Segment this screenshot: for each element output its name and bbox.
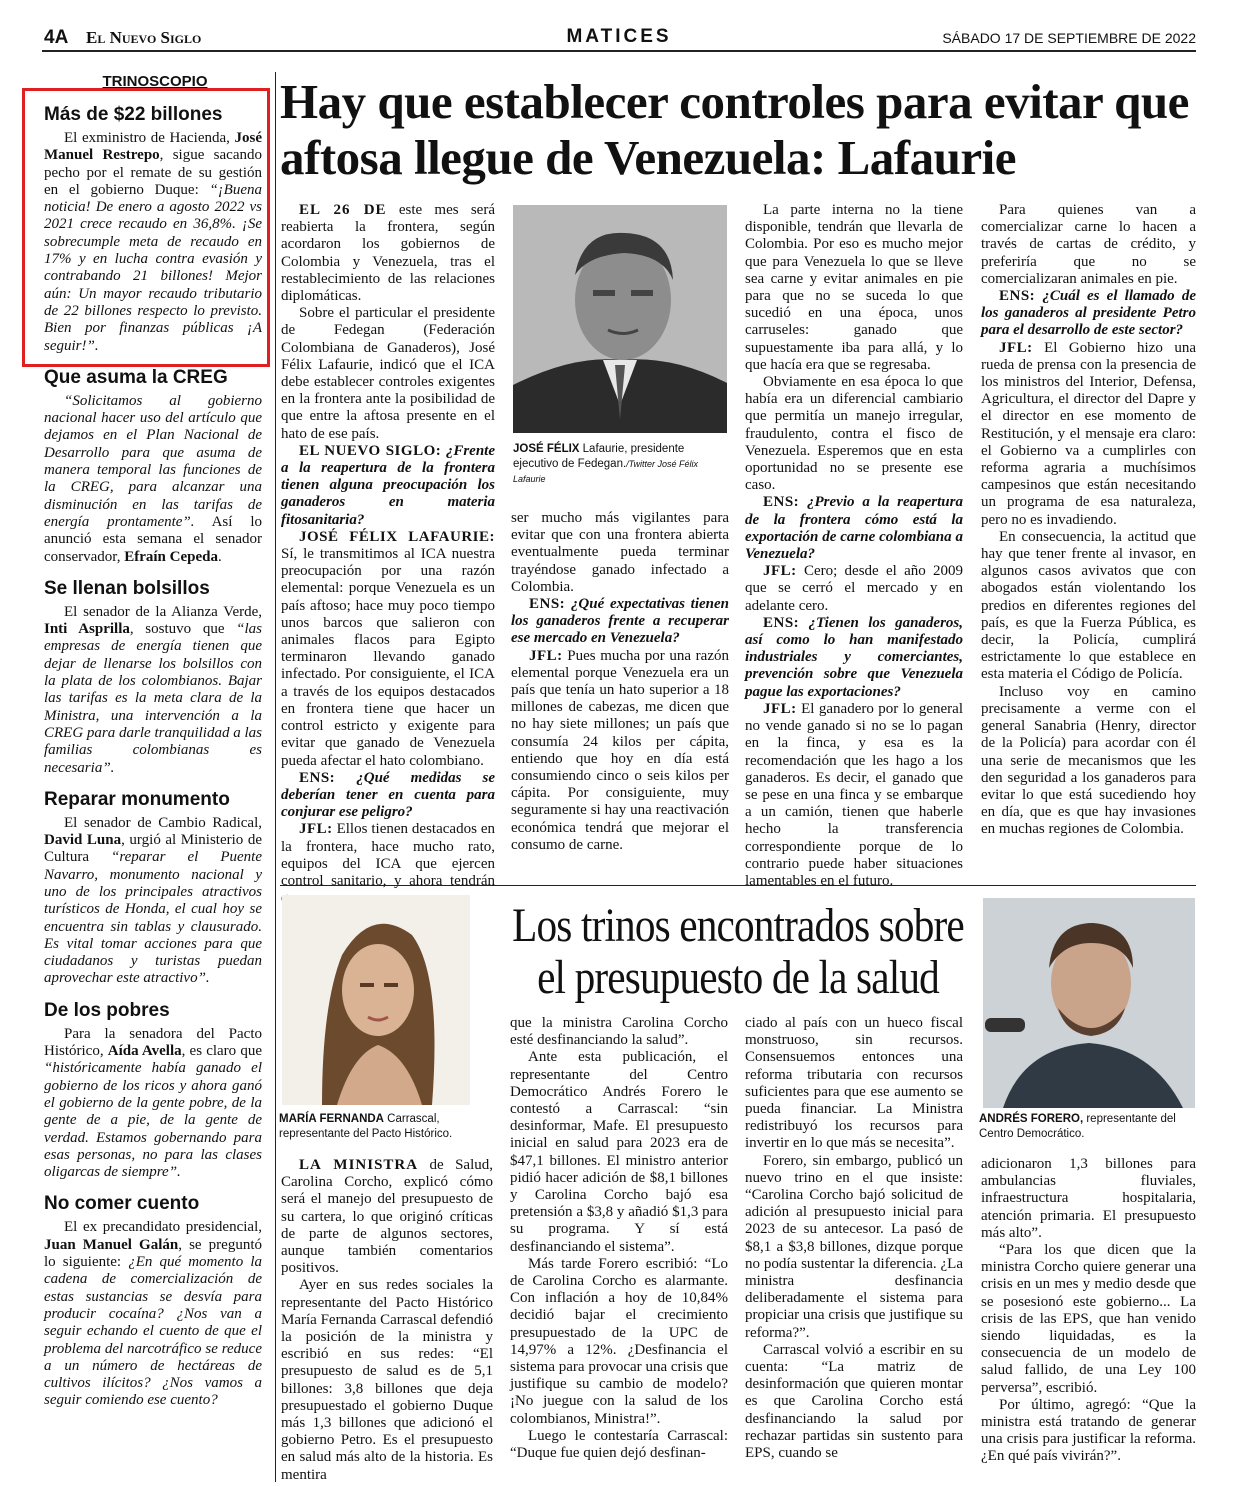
speaker: EL NUEVO SIGLO: [299,442,442,459]
caption-name: ANDRÉS FORERO, [979,1113,1084,1125]
trino-author: David Luna [44,832,122,849]
answer [745,701,963,890]
paragraph: que la ministra Carolina Corcho esté desfinanciando la salud”. [510,1015,728,1049]
caption-credit: /Twitter José Félix Lafaurie [513,459,699,484]
question-text: ¿Cuál es el llamado de los ganaderos al presidente Petro para el desarrollo de este sector? [981,288,1196,339]
page-number: 4A [44,27,69,48]
trino-quote: “¡Buena noticia! De enero a agosto 2022 vs 2021 crece recaudo en 36,8%. ¡Se sobrecumple meta de recaudo en 17% y en lucha contra evasión y contrabando 21 billones! Mejor aún: Un mayor recaudo tributario de 22 billones respecto lo previsto. Bien por finanzas públicas ¡A seguir!”. [44,181,262,354]
story2-column-1 [281,1157,493,1484]
portrait-illustration [513,205,727,433]
photo3-caption [979,1112,1199,1142]
paragraph: Ante esta publicación, el representante del Centro Democrático Andrés Forero le contestó a Carrascal: “sin desinformar, Mafe. El presupuesto inicial en salud para 2023 era de $47,1 billones. El ministro anterior pidió hacer adición de $8,1 billones y Carolina Corcho bajó esa pretensión a $3,8 y añadió $1,3 para su programa. Y sí está desfinanciando el sistema”. [510,1049,728,1255]
answer [745,563,963,615]
question [981,288,1196,340]
issue-date: SÁBADO 17 DE SEPTIEMBRE DE 2022 [942,30,1196,46]
trino-quote: “reparar el Puente Navarro, monumento nacional y uno de los principales atractivos turísticos de Honda, el cual hoy se encuentra sin tablas y clausurado. Es vital tomar acciones para que ciudadanos y turistas puedan aprovechar este atractivo”. [44,849,262,987]
trino-item [44,367,262,566]
caption-name: JOSÉ FÉLIX [513,443,580,455]
trino-text: El ex precandidato presidencial, [64,1219,262,1236]
question [281,770,495,822]
story2-column-3 [745,1015,963,1462]
speaker: JFL: [529,647,563,664]
photo2-caption [279,1112,489,1142]
trino-item [44,104,262,355]
trino-author: Aída Avella [107,1043,182,1060]
trino-body [44,815,262,988]
header-rule [42,50,1196,52]
trino-text: El senador de Cambio Radical, [64,814,262,831]
answer-text: El Gobierno hizo una rueda de prensa con la presencia de los ministros del Interior, Defensa, Agricultura, el director del Dapre y el director en ese momento de Restitución, y el mensaje era claro: el Gobierno va a cumplirles con reforma agraria a muchísimos campesinos que están necesitando un programa de esa naturaleza, pero no es invadiendo. [981,339,1196,528]
paragraph: Ayer en sus redes sociales la representante del Pacto Histórico María Fernanda Carrascal defendió la posición de la ministra y escribió en sus redes: “El presupuesto de salud es de 5,1 billones: 3,8 billones que deja presupuestado el gobierno Duque más 1,3 billones que adicionó el gobierno Petro. Es el presupuesto en salud más alto de la historia. Es mentira [281,1277,493,1483]
answer [981,340,1196,529]
lead-in: EL 26 DE [299,202,387,218]
paragraph: Sobre el particular el presidente de Fedegan (Federación Colombiana de Ganaderos), José Félix Lafaurie, indicó que el ICA debe establecer controles exigentes en la frontera ante la posibilidad de que entre la aftosa presente en el hato de ese país. [281,305,495,442]
paragraph: adicionaron 1,3 billones para ambulancias fluviales, infraestructura hospitalaria, atención primaria. El presupuesto más alto”. [981,1156,1196,1241]
caption-name: MARÍA FERNANDA [279,1113,384,1125]
paragraph: ser mucho más vigilantes para evitar que con una frontera abierta eventualmente pueda terminar trayéndose ganado infectado a Colombia. [511,510,729,595]
story1-column-3 [745,202,963,890]
trino-heading: Que asuma la CREG [44,366,228,388]
speaker: JOSÉ FÉLIX LAFAURIE: [299,528,495,545]
trino-author: Juan Manuel Galán [44,1236,179,1253]
paragraph [281,202,495,305]
section-title: MATICES [566,26,672,47]
trino-body [44,604,262,777]
trino-quote: “Solicitamos al gobierno nacional hacer uso del artículo que dejamos en el Plan Nacional de Desarrollo para que asuma de manera temporal las funciones de la CREG, para alcanzar una disminución en las tarifas de energía prontamente”. [44,392,262,530]
trino-text: El exministro de Hacienda, [64,130,235,146]
trino-quote: “históricamente había ganado el gobierno de los ricos y ahora ganó el gobierno de la gente pobre, de la gente de a pie, de la gente de verdad. Estamos gobernando para esas personas, no para las clases oligarcas de siempre”. [44,1060,262,1181]
speaker: JFL: [763,700,797,717]
portrait-illustration [282,895,470,1105]
answer-text: Pues mucha por una razón elemental porque Venezuela era un país que tenía un hato superior a 18 millones de cabezas, me dicen que no hay siete millones; un país que consumía 24 kilos per cápita, entiendo que hoy en día está consumiendo cinco o seis kilos per cápita. Por consiguiente, muy seguramente si hay una reactivación económica tendrá que mejorar el consumo de carne. [511,647,729,853]
question [745,494,963,563]
question-text: ¿Frente a la reapertura de la frontera tienen alguna preocupación los ganaderos en materia fitosanitaria? [281,442,495,528]
question-text: ¿Qué medidas se deberían tener en cuenta para conjurar ese peligro? [281,769,495,821]
story2-column-4 [981,1156,1196,1466]
paragraph: Para quienes van a comercializar carne lo hacen a través de cartas de crédito, y preferiría que no se comercializaran animales en pie. [981,202,1196,287]
trino-item [44,1193,262,1409]
caption-text: Carrascal, representante del Pacto Histórico. [279,1113,453,1140]
text: este mes será reabierta la frontera, según acordaron los gobiernos de Colombia y Venezuela, tras el restablecimiento de las relaciones diplomáticas. [281,202,495,305]
trino-body [44,130,262,355]
trinoscopio-title: TRINOSCOPIO [102,73,208,90]
text: de Salud, Carolina Corcho, explicó cómo será el manejo del presupuesto de su cartera, lo que originó críticas de parte de algunos sectores, aunque también comentarios positivos. [281,1157,494,1277]
story2-column-2 [510,1015,728,1462]
caption-text: Lafaurie, presidente ejecutivo de Fedegan. [513,443,685,470]
speaker: ENS: [763,614,800,631]
second-headline: Los trinos encontrados sobre el presupuesto de la salud [512,899,964,1004]
trino-text: , es claro que [181,1043,262,1060]
trino-body [44,1026,262,1182]
column-rule [275,72,276,1482]
story1-column-2 [511,510,729,854]
caption-text: representante del Centro Democrático. [979,1113,1176,1140]
paragraph: La parte interna no la tiene disponible, tendrán que llevarla de Colombia. Por eso es mucho mejor que para Venezuela lo que se lleve sea carne y evitar animales en pie para que no se suceda lo que sucedió en una época, unos carruseles: ganado que supuestamente iba para allá, y lo que hacía era que se regresaba. [745,202,963,373]
trino-body [44,393,262,566]
trino-author: Inti Asprilla [44,621,130,638]
trino-text: , sostuvo que [129,621,237,638]
trino-text: Para la senadora del Pacto Histórico, [44,1025,262,1060]
question [745,615,963,701]
trino-text: El senador de la Alianza Verde, [64,603,262,620]
portrait-illustration [983,898,1195,1108]
trino-heading: De los pobres [44,999,170,1021]
lafaurie-photo [513,205,727,433]
speaker: JFL: [763,563,797,580]
paragraph: En consecuencia, la actitud que hay que tener frente al invasor, en algunos casos avivatos que con abogados están violentando los predios en diferentes regiones del país, es que la Fuerza Pública, es decir, la Policía, cumplirá estrictamente lo que establece en esta materia el Código de Policía. [981,528,1196,683]
trino-heading: Se llenan bolsillos [44,577,210,599]
paragraph: Carrascal volvió a escribir en su cuenta: “La matriz de desinformación que quieren montar es que Carolina Corcho está desfinanciando la salud por rechazar partidas sin sustento para EPS, cuando se [745,1341,963,1462]
newspaper-name: El Nuevo Siglo [86,28,202,47]
trino-item [44,578,262,777]
paragraph: Obviamente en esa época lo que había era un diferencial cambiario que permitía un manejo irregular, fraudulento, contra el fisco de Venezuela. Esperemos que en esta oportunidad no se presente ese caso. [745,374,963,494]
trino-body [44,1219,262,1409]
lead-in: LA MINISTRA [299,1157,419,1173]
paragraph: Incluso voy en camino precisamente a verme con el general Sanabria (Henry, director de la Policía) para acordar con él una serie de mecanismos que les den seguridad a los ganaderos para evitar lo que está sucediendo hoy en día, que es que hay invasiones en muchas regiones de Colombia. [981,683,1196,838]
trino-text: Así lo anunció esta semana el senador conservador, [44,513,262,565]
trino-heading: Más de $22 billones [44,104,223,125]
trino-author: José Manuel Restrepo [44,130,262,164]
answer [281,529,495,770]
story1-column-4 [981,202,1196,839]
speaker: ENS: [763,494,800,511]
answer-text: Sí, le transmitimos al ICA nuestra preocupación por una razón elemental: porque Venezuela es un país aftoso; hace muy poco tiempo unos barcos que salieron con animales flacos para Egipto terminaron llevando ganado infectado. Por consiguiente, el ICA a través de los equipos destacados en frontera tiene que hacer un control estricto y exigente para evitar que ganado de Venezuela pueda afectar el hato colombiano. [281,546,495,769]
paragraph: ciado al país con un hueco fiscal monstruoso, sin recursos. Consensuemos entonces una reforma tributaria con recursos suficientes para que ese aumento se pueda financiar. La Ministra redistribuyó los recursos para invertir en lo que más se necesita”. [745,1015,963,1152]
story-divider [280,885,1196,886]
speaker: ENS: [529,596,566,613]
trino-quote: ¿En qué momento la cadena de comercialización de estas sustancias se desvía para producir cocaína? ¿Nos van a seguir echando el cuento de que el problema del narcotráfico se reduce a un número de hectáreas de cultivos ilícitos? ¿Nos vamos a seguir comiendo ese cuento? [44,1254,262,1409]
speaker: JFL: [299,821,333,838]
answer [511,648,729,854]
trino-heading: No comer cuento [44,1193,200,1215]
paragraph: “Para los que dicen que la ministra Corcho quiere generar una crisis en un mes y medio desde que se posesionó este gobierno... La crisis de las EPS, que han venido siendo liquidadas, es la consecuencia de un modelo de salud fallido, de una Ley 100 perversa”, escribió. [981,1242,1196,1396]
speaker: ENS: [299,769,336,786]
paragraph: Luego le contestaría Carrascal: “Duque fue quien dejó desfinan- [510,1427,728,1462]
answer-text: El ganadero por lo general no vende ganado si no se lo pagan en la finca, y esa es la recomendación que les hago a los ganaderos. Es decir, el ganado que se pese en una finca y se embarque a un camión, tienen que haberle hecho la transferencia correspondiente porque de lo contrario puede haber situaciones lamentables en el futuro. [745,700,963,889]
story1-column-1 [281,202,495,907]
question [511,596,729,648]
speaker: ENS: [999,288,1036,305]
trino-text: , se preguntó lo siguiente: [44,1236,262,1271]
paragraph: Más tarde Forero escribió: “Lo de Carolina Corcho es alarmante. Con inflación a hoy de 10,84% decidió bajar el crecimiento presupuestado de la UPC de 14,97% a 12%. ¿Desfinancia el sistema para provocar una crisis que justifique su cambio de modelo? ¡No juegue con la salud de los colombianos, Ministra!”. [510,1255,728,1427]
trinoscopio-column [44,104,262,1422]
question-text: ¿Previo a la reapertura de la frontera cómo está la exportación de carne colombiana a Venezuela? [745,494,963,563]
trino-quote: “las empresas de energía tienen que dejar de llenarse los bolsillos con la plata de los colombianos. Bajar las tarifas es la meta clara de la Ministra, una intervención a la CREG para darle tranquilidad a las familias colombianas es necesaria”. [44,621,263,776]
main-headline: Hay que establecer controles para evitar que aftosa llegue de Venezuela: Lafaurie [280,74,1189,185]
trino-author: Efraín Cepeda [124,548,218,565]
trino-text: . [217,548,222,565]
trino-text: , sigue sacando pecho por el remate de su gestión en el gobierno Duque: [44,147,262,198]
trino-text: , urgió al Ministerio de Cultura [44,832,262,866]
paragraph: Por último, agregó: “Que la ministra está tratando de generar una crisis para justificar la reforma. ¿En qué país vivirán?”. [981,1396,1196,1465]
question-text: ¿Qué expectativas tienen los ganaderos frente a recuperar ese mercado en Venezuela? [511,596,729,647]
trino-item [44,789,262,988]
paragraph [281,1157,493,1277]
trino-heading: Reparar monumento [44,788,230,810]
question [281,443,495,529]
question-text: ¿Tienen los ganaderos, así como lo han manifestado industriales y comerciantes, prevención sobre que Venezuela pague las exportaciones? [745,614,963,700]
forero-photo [983,898,1195,1108]
answer-text: Cero; desde el año 2009 que se cerró el mercado y en adelante cero. [745,563,963,614]
speaker: JFL: [999,339,1033,356]
photo1-caption [513,442,729,487]
answer-text: Ellos tienen destacados en la frontera, hace mucho rato, equipos del ICA que ejercen control sanitario, y ahora tendrán [281,821,495,889]
trino-item [44,1000,262,1182]
carrascal-photo [282,895,470,1105]
paragraph: Forero, sin embargo, publicó un nuevo trino en el que insiste: “Carolina Corcho bajó solicitud de adición al presupuesto inicial para 2023 de su antecesor. La pasó de $8,1 a $3,8 billones, dizque porque no podía sustentar la diferencia. ¿La ministra desfinancia deliberadamente el sistema para propiciar una crisis que justifique su reforma?”. [745,1152,963,1341]
